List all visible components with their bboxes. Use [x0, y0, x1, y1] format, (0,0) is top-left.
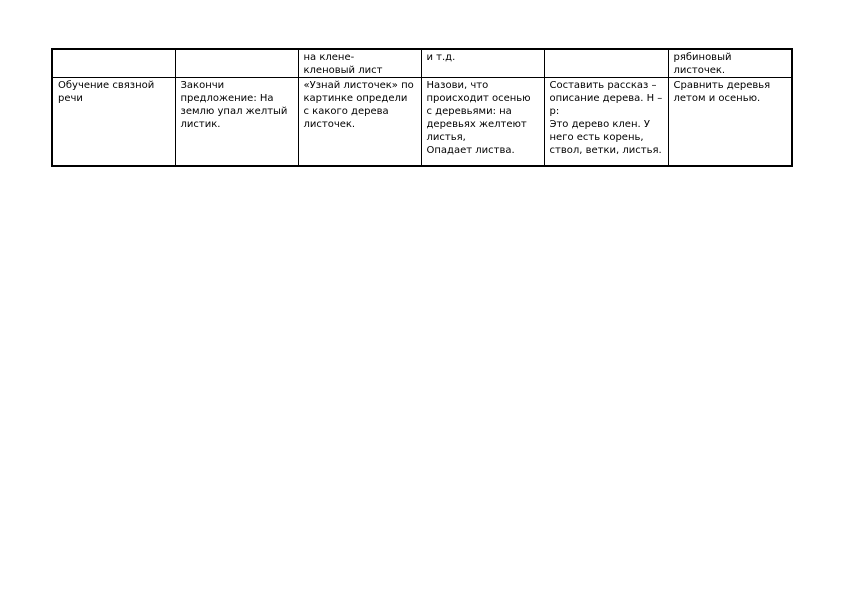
table-row: [52, 78, 792, 167]
lesson-plan-table: [51, 48, 793, 167]
table-cell: и т.д.: [421, 49, 544, 78]
table-cell: на клене- кленовый лист: [298, 49, 421, 78]
table-cell: Сравнить деревья летом и осенью.: [668, 78, 792, 167]
table-cell: Назови, что происходит осенью с деревьями: на деревьях желтеют листья, Опадает листва.: [421, 78, 544, 167]
table-cell: рябиновый листочек.: [668, 49, 792, 78]
table-cell: Обучение связной речи: [52, 78, 175, 167]
table-cell: [52, 49, 175, 78]
table-cell: «Узнай листочек» по картинке определи с какого дерева листочек.: [298, 78, 421, 167]
table-cell: [544, 49, 668, 78]
table-cell: [175, 49, 298, 78]
table-cell: Составить рассказ – описание дерева. Н –р: Это дерево клен. У него есть корень, ствол, ветки, листья.: [544, 78, 668, 167]
table-row: [52, 49, 792, 78]
table-cell: Закончи предложение: На землю упал желтый листик.: [175, 78, 298, 167]
